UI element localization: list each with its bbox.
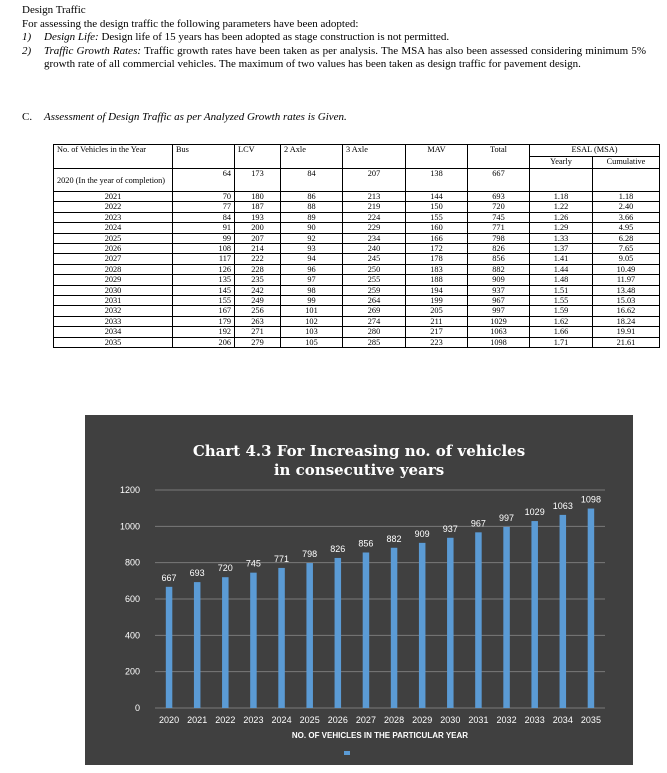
table-row bbox=[54, 316, 660, 326]
intro-lead: For assessing the design traffic the following parameters have been adopted: bbox=[22, 17, 359, 30]
bar bbox=[391, 548, 398, 708]
cell-two: 93 bbox=[281, 244, 343, 254]
cell-mav: 178 bbox=[406, 254, 468, 264]
x-tick-label: 2029 bbox=[412, 715, 433, 725]
data-label: 1063 bbox=[552, 500, 573, 511]
cell-two: 92 bbox=[281, 233, 343, 243]
cell-three: 219 bbox=[343, 202, 406, 212]
list-item bbox=[22, 45, 646, 72]
cell-mav: 160 bbox=[406, 223, 468, 233]
cell-year: 2027 bbox=[54, 254, 173, 264]
list-term: Design Life: bbox=[44, 31, 99, 43]
table-row bbox=[54, 306, 660, 316]
table-row bbox=[54, 244, 660, 254]
header-total: Total bbox=[468, 145, 530, 169]
cell-two: 89 bbox=[281, 212, 343, 222]
cell-yearly: 1.33 bbox=[530, 233, 593, 243]
cell-bus: 99 bbox=[173, 233, 235, 243]
cell-total: 771 bbox=[468, 223, 530, 233]
cell-three: 207 bbox=[343, 169, 406, 192]
table-row bbox=[54, 285, 660, 295]
cell-year: 2022 bbox=[54, 202, 173, 212]
cell-yearly: 1.48 bbox=[530, 275, 593, 285]
cell-cum: 4.95 bbox=[593, 223, 660, 233]
data-label: 937 bbox=[442, 523, 458, 534]
cell-two: 101 bbox=[281, 306, 343, 316]
cell-lcv: 256 bbox=[235, 306, 281, 316]
section-letter: C. bbox=[22, 111, 33, 123]
table-row bbox=[54, 327, 660, 337]
bar bbox=[335, 558, 342, 708]
header-mav: MAV bbox=[406, 145, 468, 169]
data-label: 1029 bbox=[524, 507, 545, 518]
cell-mav: 217 bbox=[406, 327, 468, 337]
cell-cum: 1.18 bbox=[593, 192, 660, 202]
bar bbox=[166, 587, 173, 708]
cell-three: 250 bbox=[343, 264, 406, 274]
cell-three: 229 bbox=[343, 223, 406, 233]
cell-total: 667 bbox=[468, 169, 530, 192]
cell-bus: 145 bbox=[173, 285, 235, 295]
cell-two: 94 bbox=[281, 254, 343, 264]
header-lcv: LCV bbox=[235, 145, 281, 169]
x-tick-label: 2021 bbox=[187, 715, 208, 725]
header-yearly: Yearly bbox=[530, 157, 593, 169]
cell-bus: 70 bbox=[173, 192, 235, 202]
cell-year: 2031 bbox=[54, 296, 173, 306]
y-tick-label: 1000 bbox=[119, 521, 140, 532]
cell-yearly: 1.59 bbox=[530, 306, 593, 316]
cell-yearly bbox=[530, 169, 593, 192]
cell-yearly: 1.62 bbox=[530, 316, 593, 326]
cell-lcv: 222 bbox=[235, 254, 281, 264]
cell-three: 245 bbox=[343, 254, 406, 264]
cell-yearly: 1.51 bbox=[530, 285, 593, 295]
cell-lcv: 193 bbox=[235, 212, 281, 222]
cell-three: 259 bbox=[343, 285, 406, 295]
data-label: 1098 bbox=[580, 494, 601, 505]
cell-lcv: 279 bbox=[235, 337, 281, 347]
bar bbox=[503, 527, 510, 708]
cell-bus: 126 bbox=[173, 264, 235, 274]
cell-total: 856 bbox=[468, 254, 530, 264]
cell-two: 96 bbox=[281, 264, 343, 274]
cell-year: 2029 bbox=[54, 275, 173, 285]
cell-year: 2020 (In the year of completion) bbox=[54, 169, 173, 192]
cell-total: 967 bbox=[468, 296, 530, 306]
traffic-table bbox=[53, 144, 660, 348]
cell-two: 90 bbox=[281, 223, 343, 233]
cell-total: 997 bbox=[468, 306, 530, 316]
cell-total: 909 bbox=[468, 275, 530, 285]
cell-year: 2023 bbox=[54, 212, 173, 222]
cell-cum: 3.66 bbox=[593, 212, 660, 222]
cell-cum: 6.28 bbox=[593, 233, 660, 243]
x-tick-label: 2024 bbox=[271, 715, 292, 725]
legend-marker bbox=[344, 751, 350, 755]
cell-yearly: 1.66 bbox=[530, 327, 593, 337]
y-tick-label: 0 bbox=[134, 703, 140, 713]
data-label: 798 bbox=[302, 549, 318, 560]
cell-total: 1098 bbox=[468, 337, 530, 347]
cell-yearly: 1.18 bbox=[530, 192, 593, 202]
x-tick-label: 2031 bbox=[468, 715, 489, 725]
cell-bus: 91 bbox=[173, 223, 235, 233]
x-tick-label: 2030 bbox=[440, 715, 461, 725]
cell-year: 2033 bbox=[54, 316, 173, 326]
data-label: 745 bbox=[245, 558, 261, 569]
cell-mav: 172 bbox=[406, 244, 468, 254]
cell-lcv: 263 bbox=[235, 316, 281, 326]
table-row bbox=[54, 169, 660, 192]
cell-year: 2021 bbox=[54, 192, 173, 202]
bar bbox=[475, 532, 482, 708]
table-row bbox=[54, 337, 660, 347]
cell-bus: 179 bbox=[173, 316, 235, 326]
cell-total: 745 bbox=[468, 212, 530, 222]
cell-cum: 19.91 bbox=[593, 327, 660, 337]
x-tick-label: 2022 bbox=[215, 715, 236, 725]
cell-cum: 15.03 bbox=[593, 296, 660, 306]
cell-yearly: 1.55 bbox=[530, 296, 593, 306]
x-tick-label: 2033 bbox=[524, 715, 545, 725]
cell-bus: 108 bbox=[173, 244, 235, 254]
cell-cum: 2.40 bbox=[593, 202, 660, 212]
header-esal: ESAL (MSA) bbox=[530, 145, 660, 157]
cell-cum bbox=[593, 169, 660, 192]
cell-yearly: 1.71 bbox=[530, 337, 593, 347]
cell-yearly: 1.26 bbox=[530, 212, 593, 222]
table-header bbox=[54, 145, 660, 169]
cell-mav: 199 bbox=[406, 296, 468, 306]
cell-year: 2024 bbox=[54, 223, 173, 233]
list-text: Design life of 15 years has been adopted as stage construction is not permitted. bbox=[98, 31, 450, 43]
data-label: 856 bbox=[358, 538, 374, 549]
cell-cum: 11.97 bbox=[593, 275, 660, 285]
cell-total: 826 bbox=[468, 244, 530, 254]
cell-cum: 21.61 bbox=[593, 337, 660, 347]
cell-mav: 155 bbox=[406, 212, 468, 222]
list-term: Traffic Growth Rates: bbox=[44, 44, 142, 57]
x-axis-label: NO. OF VEHICLES IN THE PARTICULAR YEAR bbox=[291, 731, 469, 740]
cell-cum: 7.65 bbox=[593, 244, 660, 254]
cell-mav: 223 bbox=[406, 337, 468, 347]
vehicle-chart bbox=[85, 415, 633, 765]
bar bbox=[588, 509, 595, 708]
list-text: Traffic growth rates have been taken as per analysis. The MSA has also been assessed considering minimum 5% growth rate of all commercial vehicles. The maximum of two values has been taken as design traffic for pavement design. bbox=[44, 44, 646, 70]
cell-bus: 77 bbox=[173, 202, 235, 212]
x-tick-label: 2034 bbox=[552, 715, 573, 725]
cell-yearly: 1.22 bbox=[530, 202, 593, 212]
cell-lcv: 235 bbox=[235, 275, 281, 285]
cell-yearly: 1.29 bbox=[530, 223, 593, 233]
bar bbox=[278, 568, 285, 708]
cell-two: 99 bbox=[281, 296, 343, 306]
cell-lcv: 200 bbox=[235, 223, 281, 233]
bar bbox=[222, 577, 229, 708]
cell-two: 103 bbox=[281, 327, 343, 337]
data-label: 997 bbox=[499, 512, 515, 523]
cell-two: 88 bbox=[281, 202, 343, 212]
x-tick-label: 2028 bbox=[384, 715, 405, 725]
cell-three: 285 bbox=[343, 337, 406, 347]
chart-svg bbox=[85, 415, 633, 765]
header-cumulative: Cumulative bbox=[593, 157, 660, 169]
cell-lcv: 249 bbox=[235, 296, 281, 306]
list-number: 1) bbox=[22, 31, 32, 43]
table-row bbox=[54, 233, 660, 243]
cell-three: 234 bbox=[343, 233, 406, 243]
cell-cum: 18.24 bbox=[593, 316, 660, 326]
y-tick-label: 600 bbox=[124, 594, 140, 604]
cell-year: 2030 bbox=[54, 285, 173, 295]
chart-title: Chart 4.3 For Increasing no. of vehicles in consecutive years bbox=[192, 442, 526, 479]
table-row bbox=[54, 202, 660, 212]
data-label: 720 bbox=[217, 563, 233, 574]
header-two-axle: 2 Axle bbox=[281, 145, 343, 169]
intro-text bbox=[22, 4, 646, 72]
cell-year: 2028 bbox=[54, 264, 173, 274]
cell-cum: 9.05 bbox=[593, 254, 660, 264]
bar bbox=[363, 552, 370, 708]
bar bbox=[250, 573, 257, 708]
cell-bus: 117 bbox=[173, 254, 235, 264]
bar bbox=[419, 543, 426, 708]
cell-three: 240 bbox=[343, 244, 406, 254]
cell-bus: 135 bbox=[173, 275, 235, 285]
data-label: 882 bbox=[386, 533, 402, 544]
cell-two: 102 bbox=[281, 316, 343, 326]
cell-total: 1063 bbox=[468, 327, 530, 337]
bar bbox=[447, 538, 454, 708]
cell-mav: 144 bbox=[406, 192, 468, 202]
cell-year: 2025 bbox=[54, 233, 173, 243]
x-tick-label: 2020 bbox=[159, 715, 180, 725]
cell-mav: 205 bbox=[406, 306, 468, 316]
table-row bbox=[54, 264, 660, 274]
table-row bbox=[54, 212, 660, 222]
table-row bbox=[54, 192, 660, 202]
cell-mav: 183 bbox=[406, 264, 468, 274]
cell-yearly: 1.37 bbox=[530, 244, 593, 254]
cell-year: 2026 bbox=[54, 244, 173, 254]
x-tick-label: 2026 bbox=[327, 715, 348, 725]
bar bbox=[194, 582, 201, 708]
cell-mav: 166 bbox=[406, 233, 468, 243]
x-tick-label: 2035 bbox=[580, 715, 601, 725]
cell-three: 213 bbox=[343, 192, 406, 202]
data-label: 909 bbox=[414, 528, 430, 539]
cell-lcv: 173 bbox=[235, 169, 281, 192]
table-row bbox=[54, 223, 660, 233]
list-item bbox=[22, 31, 646, 45]
cell-mav: 211 bbox=[406, 316, 468, 326]
cell-total: 720 bbox=[468, 202, 530, 212]
x-tick-label: 2023 bbox=[243, 715, 264, 725]
cell-two: 105 bbox=[281, 337, 343, 347]
cell-bus: 84 bbox=[173, 212, 235, 222]
cell-bus: 206 bbox=[173, 337, 235, 347]
bar bbox=[531, 521, 538, 708]
cell-two: 97 bbox=[281, 275, 343, 285]
header-year: No. of Vehicles in the Year bbox=[54, 145, 173, 169]
cell-mav: 194 bbox=[406, 285, 468, 295]
x-tick-label: 2027 bbox=[355, 715, 376, 725]
y-tick-label: 800 bbox=[124, 557, 140, 568]
cell-total: 1029 bbox=[468, 316, 530, 326]
cell-lcv: 242 bbox=[235, 285, 281, 295]
data-label: 967 bbox=[470, 518, 486, 529]
y-tick-label: 1200 bbox=[119, 485, 140, 495]
section-title: Assessment of Design Traffic as per Analyzed Growth rates is Given. bbox=[44, 111, 347, 123]
cell-yearly: 1.41 bbox=[530, 254, 593, 264]
parameter-list bbox=[22, 31, 646, 72]
header-bus: Bus bbox=[173, 145, 235, 169]
table-row bbox=[54, 275, 660, 285]
cell-lcv: 228 bbox=[235, 264, 281, 274]
cell-total: 693 bbox=[468, 192, 530, 202]
table-row bbox=[54, 254, 660, 264]
cell-mav: 138 bbox=[406, 169, 468, 192]
data-label: 667 bbox=[161, 572, 177, 583]
cell-lcv: 271 bbox=[235, 327, 281, 337]
table-row bbox=[54, 296, 660, 306]
cell-mav: 188 bbox=[406, 275, 468, 285]
cell-cum: 10.49 bbox=[593, 264, 660, 274]
table-body bbox=[54, 169, 660, 348]
cell-three: 264 bbox=[343, 296, 406, 306]
cell-total: 937 bbox=[468, 285, 530, 295]
cell-bus: 167 bbox=[173, 306, 235, 316]
bar bbox=[560, 515, 567, 708]
cell-two: 84 bbox=[281, 169, 343, 192]
x-tick-label: 2032 bbox=[496, 715, 517, 725]
cell-year: 2034 bbox=[54, 327, 173, 337]
data-label: 693 bbox=[189, 568, 205, 579]
cell-bus: 155 bbox=[173, 296, 235, 306]
cell-three: 255 bbox=[343, 275, 406, 285]
cell-lcv: 214 bbox=[235, 244, 281, 254]
cell-mav: 150 bbox=[406, 202, 468, 212]
cell-three: 274 bbox=[343, 316, 406, 326]
cell-two: 86 bbox=[281, 192, 343, 202]
cell-year: 2032 bbox=[54, 306, 173, 316]
cell-three: 280 bbox=[343, 327, 406, 337]
cell-lcv: 180 bbox=[235, 192, 281, 202]
cell-cum: 13.48 bbox=[593, 285, 660, 295]
cell-cum: 16.62 bbox=[593, 306, 660, 316]
cell-three: 224 bbox=[343, 212, 406, 222]
data-label: 826 bbox=[330, 543, 346, 554]
cell-lcv: 207 bbox=[235, 233, 281, 243]
cell-year: 2035 bbox=[54, 337, 173, 347]
header-three-axle: 3 Axle bbox=[343, 145, 406, 169]
cell-three: 269 bbox=[343, 306, 406, 316]
cell-bus: 64 bbox=[173, 169, 235, 192]
cell-lcv: 187 bbox=[235, 202, 281, 212]
cell-total: 882 bbox=[468, 264, 530, 274]
intro-heading: Design Traffic bbox=[22, 4, 86, 16]
bar bbox=[306, 563, 313, 708]
y-tick-label: 400 bbox=[124, 630, 140, 641]
cell-yearly: 1.44 bbox=[530, 264, 593, 274]
cell-bus: 192 bbox=[173, 327, 235, 337]
y-tick-label: 200 bbox=[124, 666, 140, 677]
x-tick-label: 2025 bbox=[299, 715, 320, 725]
section-heading bbox=[22, 111, 347, 123]
cell-two: 98 bbox=[281, 285, 343, 295]
data-label: 771 bbox=[274, 553, 290, 564]
cell-total: 798 bbox=[468, 233, 530, 243]
list-number: 2) bbox=[22, 44, 32, 57]
